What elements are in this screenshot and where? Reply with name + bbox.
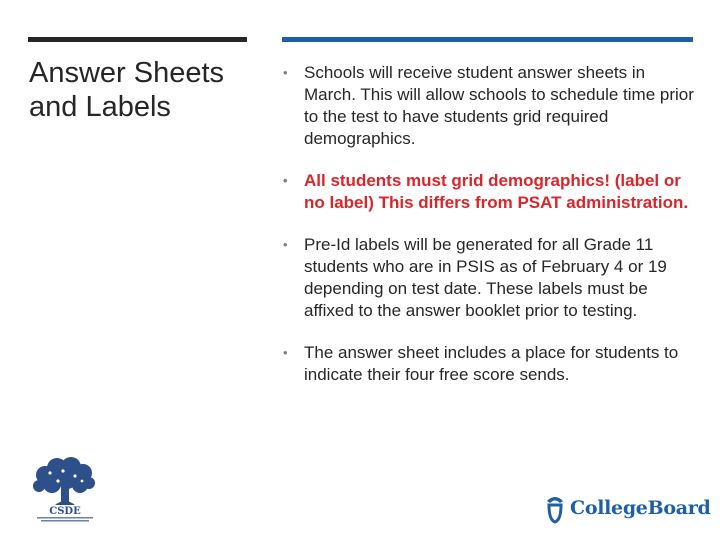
bullet-item-answer-sheets [281, 62, 699, 150]
bullet-list [281, 62, 699, 406]
acorn-icon [543, 492, 567, 524]
slide-title-line-2: and Labels [29, 91, 171, 123]
bullet-text: Schools will receive student answer sheets in March. This will allow schools to schedule time prior to the test to have students grid required demographics. [304, 63, 694, 148]
collegeboard-logo [543, 491, 710, 525]
bullet-item-grid-demographics [281, 170, 699, 214]
bullet-marker: • [283, 237, 288, 252]
csde-logo-text: CSDE [49, 506, 81, 517]
slide-title [29, 56, 259, 124]
oak-tree-icon [25, 457, 105, 523]
bullet-marker: • [283, 65, 288, 80]
bullet-marker: • [283, 173, 288, 188]
bullet-text: All students must grid demographics! (label or no label) This differs from PSAT administration. [304, 171, 689, 212]
bullet-item-pre-id-labels [281, 234, 699, 322]
bullet-marker: • [283, 345, 288, 360]
bullet-text: The answer sheet includes a place for students to indicate their four free score sends. [304, 343, 679, 384]
content-divider-rule [282, 37, 693, 42]
bullet-text: Pre-Id labels will be generated for all Grade 11 students who are in PSIS as of February 4 or 19 depending on test date. These labels must be affixed to the answer booklet prior to testing. [304, 235, 667, 320]
bullet-item-score-sends [281, 342, 699, 386]
csde-logo [25, 457, 105, 523]
slide-title-line-1: Answer Sheets [29, 57, 225, 89]
collegeboard-logo-text: CollegeBoard [570, 497, 711, 519]
title-divider-rule [28, 37, 247, 42]
